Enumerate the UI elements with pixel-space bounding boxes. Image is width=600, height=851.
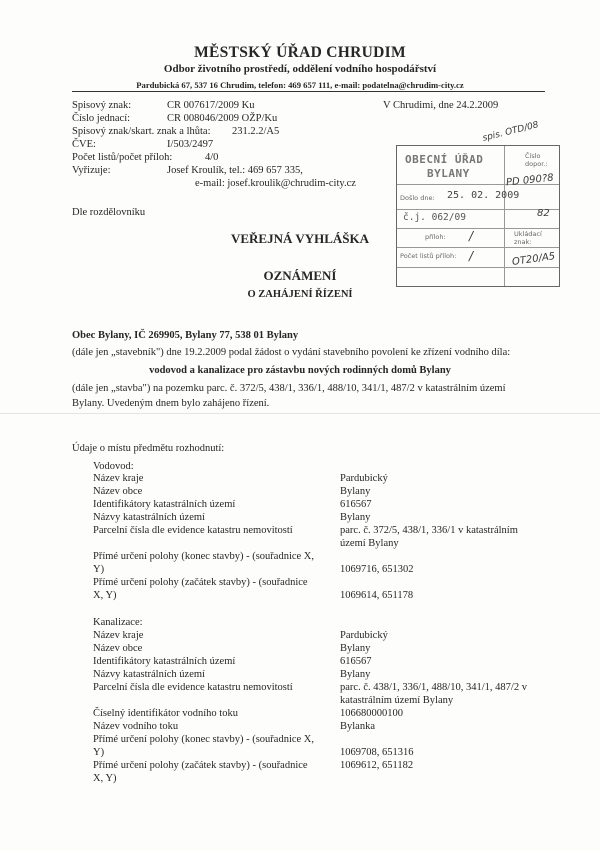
- body-line: Bylany. Uvedeným dnem bylo zahájeno řízení.: [72, 398, 270, 409]
- detail-label: Číselný identifikátor vodního toku: [93, 708, 238, 719]
- detail-value: 1069612, 651182: [340, 760, 414, 771]
- handler-email: e-mail: josef.kroulik@chrudim-city.cz: [195, 178, 356, 189]
- stamp-storage-handwriting: OT20/A5: [511, 251, 556, 268]
- stamp-row-line: [397, 228, 559, 229]
- detail-label: Identifikátory katastrálních území: [93, 656, 236, 667]
- project-name: vodovod a kanalizace pro zástavbu nových rodinných domů Bylany: [149, 365, 451, 376]
- detail-value: Bylany: [340, 512, 371, 523]
- stamp-reference-number: č.j. 062/09: [403, 212, 466, 223]
- stamp-dopor-label: Číslo dopor.:: [525, 152, 548, 168]
- meta-label: ČVE:: [72, 139, 96, 150]
- detail-value: Pardubický: [340, 473, 388, 484]
- detail-value: Bylanka: [340, 721, 375, 732]
- shredding-mark-value: 231.2.2/A5: [232, 126, 280, 137]
- stamp-sheets-mark: /: [469, 249, 474, 263]
- stamp-count-handwriting: 82: [537, 208, 550, 219]
- applicant-line: Obec Bylany, IČ 269905, Bylany 77, 538 01 Bylany: [72, 330, 299, 341]
- meta-label: Spisový znak:: [72, 100, 132, 111]
- received-stamp: [396, 145, 560, 287]
- handwritten-note: spis. OTD/08: [481, 120, 540, 144]
- stamp-sheets-label: Počet listů příloh:: [400, 252, 457, 260]
- detail-value: území Bylany: [340, 538, 399, 549]
- detail-value: Bylany: [340, 669, 371, 680]
- recipient-line: Dle rozdělovníku: [72, 207, 146, 218]
- detail-label: Název kraje: [93, 473, 144, 484]
- detail-label: Název obce: [93, 643, 143, 654]
- meta-label: Číslo jednací:: [72, 113, 131, 124]
- stamp-attachments-mark: /: [469, 229, 474, 243]
- sheet-count-value: 4/0: [205, 152, 219, 163]
- detail-label: Přímé určení polohy (konec stavby) - (souřadnice X,: [93, 734, 315, 745]
- detail-label: Přímé určení polohy (začátek stavby) - (souřadnice: [93, 577, 308, 588]
- stamp-received-label: Došlo dne:: [400, 194, 435, 202]
- detail-value: 106680000100: [340, 708, 403, 719]
- detail-value: katastrálním území Bylany: [340, 695, 454, 706]
- detail-label: X, Y): [93, 590, 117, 601]
- section-heading: Vodovod:: [93, 461, 134, 472]
- department-line: Odbor životního prostředí, oddělení vodního hospodářství: [163, 63, 437, 75]
- detail-value: Pardubický: [340, 630, 388, 641]
- office-title: MĚSTSKÝ ÚŘAD CHRUDIM: [194, 44, 406, 61]
- document-date: V Chrudimi, dne 24.2.2009: [383, 100, 499, 111]
- detail-label: Identifikátory katastrálních území: [93, 499, 236, 510]
- header-rule: [72, 91, 545, 92]
- detail-label: Y): [93, 747, 105, 758]
- detail-label: Přímé určení polohy (začátek stavby) - (souřadnice: [93, 760, 308, 771]
- stamp-row-line: [397, 209, 559, 210]
- detail-label: Názvy katastrálních území: [93, 669, 205, 680]
- detail-label: Parcelní čísla dle evidence katastru nemovitostí: [93, 525, 293, 536]
- detail-value: Bylany: [340, 643, 371, 654]
- stamp-storage-label: Ukládací znak:: [514, 230, 542, 246]
- detail-label: Y): [93, 564, 105, 575]
- detail-label: Název kraje: [93, 630, 144, 641]
- stamp-village-name: BYLANY: [427, 167, 470, 180]
- stamp-dopor-handwriting: PD 090?8: [505, 172, 555, 189]
- meta-label: Vyřizuje:: [72, 165, 111, 176]
- detail-label: X, Y): [93, 773, 117, 784]
- proceedings-title: O ZAHÁJENÍ ŘÍZENÍ: [247, 289, 353, 300]
- detail-value: parc. č. 438/1, 336/1, 488/10, 341/1, 487/2 v: [340, 682, 527, 693]
- notice-title: VEŘEJNÁ VYHLÁŠKA: [230, 231, 370, 246]
- body-line: (dále jen „stavebník") dne 19.2.2009 podal žádost o vydání stavebního povolení ke zřízení vodního díla:: [72, 347, 511, 358]
- handler-value: Josef Kroulík, tel.: 469 657 335,: [167, 165, 303, 176]
- page-fold-line: [0, 413, 600, 414]
- file-mark-value: CR 007617/2009 Ku: [167, 100, 255, 111]
- detail-label: Přímé určení polohy (konec stavby) - (souřadnice X,: [93, 551, 315, 562]
- stamp-attachments-label: příloh:: [425, 233, 446, 241]
- cve-value: I/503/2497: [167, 139, 214, 150]
- body-line: (dále jen „stavba") na pozemku parc. č. 372/5, 438/1, 336/1, 488/10, 341/1, 487/2 v katastrálním území: [72, 383, 506, 394]
- section-heading: Kanalizace:: [93, 617, 143, 628]
- stamp-divider: [504, 146, 505, 286]
- detail-value: 1069716, 651302: [340, 564, 414, 575]
- announcement-title: OZNÁMENÍ: [263, 268, 337, 283]
- stamp-received-date: 25. 02. 2009: [447, 190, 520, 201]
- detail-value: parc. č. 372/5, 438/1, 336/1 v katastrálním: [340, 525, 518, 536]
- reference-number-value: CR 008046/2009 OŽP/Ku: [167, 113, 278, 124]
- detail-value: 616567: [340, 499, 372, 510]
- stamp-row-line: [397, 247, 559, 248]
- detail-value: 616567: [340, 656, 372, 667]
- detail-label: Názvy katastrálních území: [93, 512, 205, 523]
- address-line: Pardubická 67, 537 16 Chrudim, telefon: 469 657 111, e-mail: podatelna@chrudim-city.cz: [136, 80, 464, 90]
- meta-label: Počet listů/počet příloh:: [72, 152, 173, 163]
- meta-label: Spisový znak/skart. znak a lhůta:: [72, 126, 211, 137]
- stamp-office-name: OBECNÍ ÚŘAD: [405, 153, 484, 166]
- detail-label: Název vodního toku: [93, 721, 179, 732]
- detail-label: Parcelní čísla dle evidence katastru nemovitostí: [93, 682, 293, 693]
- detail-value: 1069708, 651316: [340, 747, 414, 758]
- details-heading: Údaje o místu předmětu rozhodnutí:: [72, 443, 225, 454]
- detail-value: Bylany: [340, 486, 371, 497]
- detail-label: Název obce: [93, 486, 143, 497]
- detail-value: 1069614, 651178: [340, 590, 414, 601]
